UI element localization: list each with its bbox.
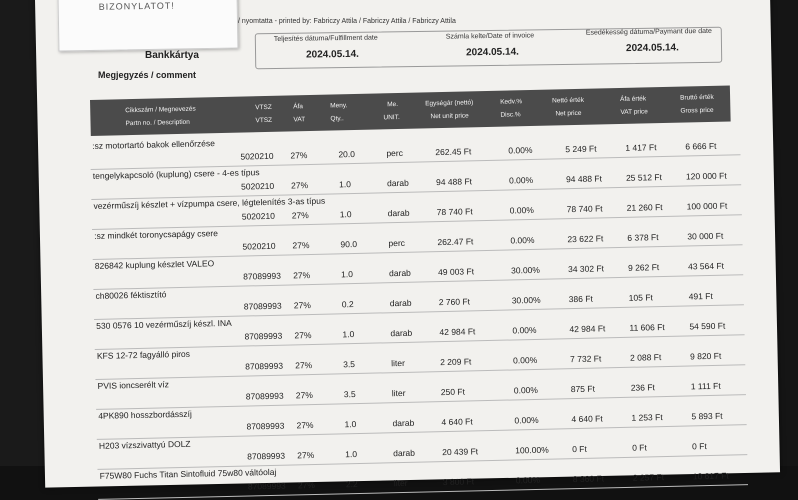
item-vat: 27% (295, 390, 313, 401)
item-vtsz: 5020210 (240, 180, 275, 192)
item-description: ch80026 féktisztító (95, 289, 167, 301)
due-date: 2024.05.14. (625, 42, 679, 55)
item-vtsz: 87089993 (247, 480, 286, 492)
item-unit-price: 42 984 Ft (439, 326, 476, 338)
col-vatprice-en: VAT price (620, 108, 648, 116)
col-gross-hu: Bruttó érték (680, 93, 714, 102)
printed-by: / nyomtatta - printed by: Fabriczy Attila / Fabriczy Attila / Fabriczy Attila (238, 18, 456, 25)
item-unit: darab (386, 177, 409, 189)
sticker-note (58, 0, 239, 52)
item-discount: 0.00% (514, 414, 539, 426)
item-unit-price: 49 003 Ft (437, 266, 475, 278)
col-disc-en: Disc.% (500, 111, 521, 119)
item-vat-price: 9 262 Ft (627, 262, 660, 273)
fulfillment-date: 2024.05.14. (306, 48, 359, 61)
item-description: PVIS ioncserélt víz (97, 379, 170, 391)
item-unit: liter (391, 387, 406, 399)
item-vat: 27% (291, 210, 309, 221)
item-vtsz: 87089993 (247, 450, 286, 462)
item-unit-price: 20 439 Ft (442, 446, 479, 458)
item-unit-price: 250 Ft (440, 386, 466, 398)
item-net: 0 Ft (572, 443, 587, 455)
item-discount: 0.00% (512, 324, 537, 336)
col-net-hu: Nettó érték (552, 96, 585, 105)
item-vtsz: 5020210 (240, 150, 274, 162)
item-discount: 30.00% (511, 294, 541, 306)
comment-label: Megjegyzés / comment (98, 70, 197, 80)
item-net: 23 622 Ft (567, 233, 604, 245)
col-unit-hu: Me. (387, 101, 399, 109)
item-discount: 0.00% (509, 204, 534, 216)
item-description: 530 0576 10 vezérműszíj készl. INA (96, 317, 232, 331)
payment-method: Bankkártya (145, 50, 199, 61)
sticker-text: BIZONYLATOT! (98, 0, 175, 12)
col-unitprice-en: Net unit price (430, 112, 469, 121)
col-net-en: Net price (555, 109, 582, 118)
item-vtsz: 87089993 (244, 330, 283, 342)
fulfillment-label: Teljesítés dátuma/Fulfillment date (273, 34, 378, 43)
invoice-date-label: Számla kelte/Date of invoice (445, 32, 535, 41)
item-vat-price: 25 512 Ft (625, 172, 663, 183)
col-unitprice-hu: Egységár (nettó) (425, 99, 474, 108)
item-description: KFS 12-72 fagyálló piros (96, 348, 191, 361)
item-unit: darab (390, 327, 413, 339)
col-desc-en: Partn no. / Description (125, 118, 190, 128)
item-vat: 27% (294, 330, 312, 341)
item-vat-price: 21 260 Ft (626, 202, 663, 213)
col-vat-hu: Áfa (293, 103, 304, 111)
item-gross: 9 820 Ft (689, 350, 722, 362)
col-vtsz-hu: VTSZ (255, 103, 272, 112)
item-qty: 1.0 (338, 179, 352, 190)
item-gross: 100 000 Ft (686, 200, 728, 212)
col-vtsz-en: VTSZ (255, 116, 273, 125)
item-qty: 3.5 (343, 359, 356, 370)
item-vat-price: 1 253 Ft (631, 412, 663, 423)
col-vatprice-hu: Áfa érték (620, 95, 647, 103)
item-description: H203 vízszivattyú DOLZ (98, 438, 191, 451)
item-net: 5 249 Ft (565, 143, 597, 155)
item-qty: 3.5 (343, 389, 356, 400)
item-vtsz: 87089993 (245, 390, 284, 402)
item-discount: 0.00% (508, 144, 533, 156)
col-gross-en: Gross price (680, 106, 714, 115)
item-discount: 30.00% (510, 264, 541, 276)
item-unit: darab (392, 417, 415, 429)
item-qty: 0.2 (341, 299, 354, 310)
item-net: 4 640 Ft (571, 413, 603, 425)
due-date-label: Esedékesség dátuma/Paymant due date (585, 27, 712, 37)
item-net: 8 360 Ft (572, 473, 605, 485)
item-vtsz: 87089993 (243, 300, 282, 312)
item-discount: 100.00% (515, 444, 549, 456)
item-unit-price: 94 488 Ft (435, 176, 473, 188)
item-vat-price: 6 378 Ft (627, 232, 659, 243)
item-vtsz: 5020210 (241, 210, 275, 222)
item-unit-price: 78 740 Ft (436, 206, 473, 218)
item-gross: 0 Ft (691, 441, 707, 452)
item-net: 875 Ft (570, 383, 595, 395)
item-discount: 0.00% (513, 384, 539, 396)
item-vat-price: 2 257 Ft (632, 472, 665, 483)
item-vat: 27% (295, 360, 313, 371)
item-description: F75W80 Fuchs Titan Sintofluid 75w80 váltóolaj (99, 466, 277, 481)
col-qty-en: Qty.. (330, 115, 344, 123)
dates-box (255, 27, 722, 70)
item-qty: 1.0 (339, 209, 352, 220)
item-qty: 1.0 (345, 449, 358, 460)
item-discount: 0.00% (510, 234, 535, 246)
item-unit: perc (386, 147, 404, 159)
col-vat-en: VAT (293, 116, 306, 124)
item-discount: 0.00% (512, 354, 538, 366)
item-vtsz: 87089993 (246, 420, 285, 432)
col-disc-hu: Kedv.% (500, 98, 523, 106)
item-net: 78 740 Ft (566, 203, 603, 215)
item-vat-price: 0 Ft (632, 442, 647, 453)
item-qty: 90.0 (340, 238, 358, 250)
item-unit: liter (393, 477, 408, 489)
item-gross: 30 000 Ft (687, 230, 724, 242)
item-vat-price: 11 606 Ft (629, 322, 665, 333)
item-unit-price: 4 640 Ft (441, 416, 473, 428)
item-description: tengelykapcsoló (kuplung) csere - 4-es típus (92, 167, 260, 181)
item-qty: 1.0 (344, 419, 357, 430)
item-unit: darab (388, 267, 411, 279)
item-vtsz: 5020210 (242, 240, 276, 252)
item-vat: 27% (293, 300, 311, 311)
item-net: 386 Ft (568, 293, 593, 305)
item-vtsz: 87089993 (245, 360, 284, 372)
item-net: 34 302 Ft (567, 263, 605, 275)
item-gross: 5 893 Ft (691, 410, 723, 422)
item-description: :sz mindkét toronycsapágy csere (94, 228, 219, 241)
item-gross: 491 Ft (688, 290, 713, 302)
item-vat: 27% (292, 240, 310, 251)
item-net: 7 732 Ft (569, 353, 602, 365)
item-unit-price: 2 209 Ft (440, 356, 472, 368)
item-vat: 27% (297, 449, 315, 461)
item-gross: 120 000 Ft (685, 170, 727, 182)
item-net: 42 984 Ft (569, 323, 606, 335)
item-unit-price: 2 760 Ft (438, 296, 471, 308)
item-unit-price: 262.47 Ft (437, 236, 474, 248)
item-gross: 43 564 Ft (687, 260, 725, 272)
item-discount: 0.00% (508, 174, 534, 186)
item-vat: 27% (293, 270, 311, 281)
item-vat-price: 236 Ft (630, 382, 655, 393)
item-gross: 54 590 Ft (689, 320, 726, 332)
item-vat: 27% (296, 420, 314, 431)
item-net: 94 488 Ft (565, 173, 603, 185)
col-unit-en: UNIT. (383, 113, 400, 122)
item-vat-price: 105 Ft (628, 292, 653, 303)
col-desc-hu: Cikkszám / Megnevezés (125, 105, 196, 115)
item-description: :sz motortartó bakok ellenőrzése (92, 138, 216, 151)
item-description: 4PK890 hosszbordásszíj (98, 408, 192, 421)
items-table (90, 125, 748, 500)
item-qty: 20.0 (338, 148, 356, 160)
item-qty: 1.0 (340, 269, 354, 280)
item-vat: 27% (290, 180, 309, 191)
item-vtsz: 87089993 (243, 270, 282, 282)
item-vat-price: 1 417 Ft (625, 142, 657, 153)
item-unit-price: 262.45 Ft (435, 146, 472, 158)
item-vat-price: 2 088 Ft (629, 352, 662, 363)
item-vat: 27% (297, 479, 316, 491)
invoice-date: 2024.05.14. (465, 46, 519, 59)
item-description: vezérműszíj készlet + vízpumpa csere, légtelenítés 3-as típus (93, 195, 326, 211)
item-qty: 2.2 (345, 479, 358, 490)
item-unit-price: 3 800 Ft (442, 476, 475, 488)
item-qty: 1.0 (342, 329, 355, 340)
item-unit: perc (388, 237, 406, 249)
item-unit: darab (389, 297, 412, 309)
item-gross: 1 111 Ft (690, 380, 721, 392)
item-vat: 27% (290, 150, 308, 161)
item-discount: 0.00% (515, 474, 541, 486)
col-qty-hu: Meny. (330, 102, 348, 110)
item-unit: darab (393, 447, 416, 459)
item-description: 826842 kuplung készlet VALEO (94, 258, 215, 271)
item-unit: darab (387, 207, 410, 219)
item-gross: 10 617 Ft (692, 470, 729, 482)
item-unit: liter (391, 357, 405, 369)
item-gross: 6 666 Ft (685, 140, 717, 152)
